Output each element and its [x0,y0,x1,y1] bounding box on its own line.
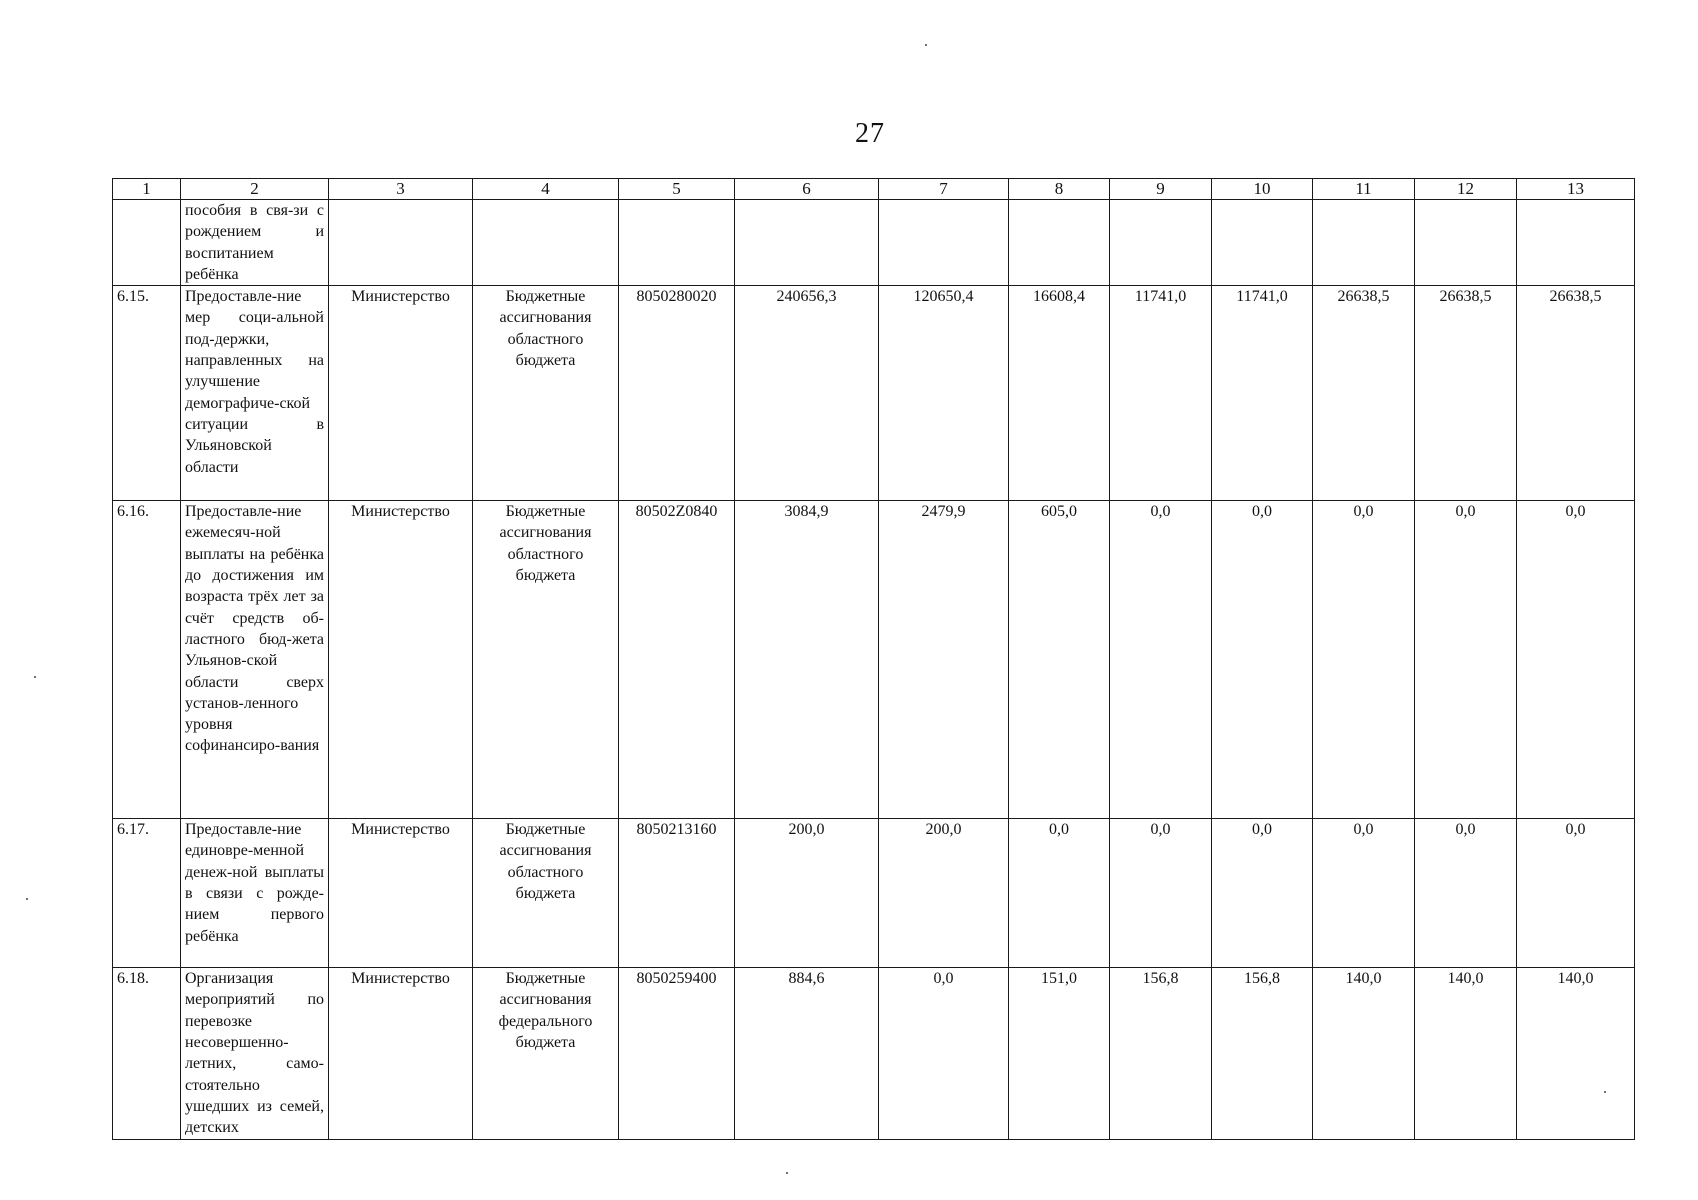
value-cell: 0,0 [1110,501,1212,819]
funding-source-cell: Бюджетные ассигнования областного бюджета [473,819,619,968]
funding-source-cell: Бюджетные ассигнования федерального бюджета [473,968,619,1139]
executor-cell: Министерство [329,819,473,968]
budget-table [112,178,1635,1140]
measure-name: Предоставле-ние единовре-менной денеж-ной выплаты в связи с рожде-нием первого ребёнка [181,819,329,968]
budget-code-cell: 8050259400 [619,968,735,1139]
value-cell: 140,0 [1517,968,1635,1139]
scan-speck [1604,1091,1606,1093]
value-cell: 3084,9 [735,501,879,819]
value-cell: 884,6 [735,968,879,1139]
value-cell: 156,8 [1110,968,1212,1139]
value-cell [1110,200,1212,286]
value-cell: 156,8 [1212,968,1313,1139]
column-header: 2 [181,179,329,200]
value-cell: 0,0 [879,968,1009,1139]
funding-source-cell [473,200,619,286]
measure-name: пособия в свя-зи с рождением и воспитанием ребёнка [181,200,329,286]
row-number: 6.15. [113,286,181,501]
row-number [113,200,181,286]
value-cell: 16608,4 [1009,286,1110,501]
measure-name: Предоставле-ние мер соци-альной под-держки, направленных на улучшение демографиче-ской ситуации в Ульяновской области [181,286,329,501]
value-cell: 2479,9 [879,501,1009,819]
value-cell: 26638,5 [1517,286,1635,501]
value-cell: 11741,0 [1110,286,1212,501]
value-cell: 151,0 [1009,968,1110,1139]
scan-speck [925,44,927,46]
value-cell: 0,0 [1212,501,1313,819]
budget-code-cell [619,200,735,286]
row-number: 6.16. [113,501,181,819]
value-cell: 200,0 [735,819,879,968]
executor-cell: Министерство [329,501,473,819]
measure-name: Организация мероприятий по перевозке несовершенно-летних, само-стоятельно ушедших из семей, детских [181,968,329,1139]
executor-cell [329,200,473,286]
table-row [113,819,1635,968]
value-cell: 140,0 [1415,968,1517,1139]
value-cell: 11741,0 [1212,286,1313,501]
value-cell: 0,0 [1313,819,1415,968]
column-header: 12 [1415,179,1517,200]
column-header: 9 [1110,179,1212,200]
executor-cell: Министерство [329,968,473,1139]
column-header: 3 [329,179,473,200]
budget-code-cell: 80502Z0840 [619,501,735,819]
value-cell: 0,0 [1110,819,1212,968]
column-header: 7 [879,179,1009,200]
scan-speck [34,676,36,678]
value-cell: 0,0 [1517,501,1635,819]
value-cell: 240656,3 [735,286,879,501]
funding-source-cell: Бюджетные ассигнования областного бюджета [473,286,619,501]
value-cell: 0,0 [1517,819,1635,968]
table-row [113,968,1635,1139]
value-cell: 0,0 [1313,501,1415,819]
page-number: 27 [855,118,885,149]
budget-code-cell: 8050213160 [619,819,735,968]
value-cell: 0,0 [1415,819,1517,968]
column-header: 5 [619,179,735,200]
value-cell [1009,200,1110,286]
value-cell: 26638,5 [1313,286,1415,501]
value-cell: 26638,5 [1415,286,1517,501]
table-row [113,286,1635,501]
column-header: 1 [113,179,181,200]
measure-name: Предоставле-ние ежемесяч-ной выплаты на ребёнка до достижения им возраста трёх лет за счёт средств об-ластного бюд-жета Ульянов-ской области сверх установ-ленного уровня софинансиро-вания [181,501,329,819]
column-number-row [113,179,1635,200]
value-cell: 605,0 [1009,501,1110,819]
column-header: 8 [1009,179,1110,200]
value-cell [735,200,879,286]
value-cell [1415,200,1517,286]
value-cell [1517,200,1635,286]
value-cell: 0,0 [1009,819,1110,968]
column-header: 6 [735,179,879,200]
executor-cell: Министерство [329,286,473,501]
column-header: 11 [1313,179,1415,200]
value-cell: 120650,4 [879,286,1009,501]
column-header: 10 [1212,179,1313,200]
scan-speck [786,1172,788,1174]
column-header: 4 [473,179,619,200]
value-cell [1212,200,1313,286]
value-cell [879,200,1009,286]
table-row [113,501,1635,819]
row-number: 6.17. [113,819,181,968]
funding-source-cell: Бюджетные ассигнования областного бюджета [473,501,619,819]
value-cell: 0,0 [1415,501,1517,819]
table-row [113,200,1635,286]
value-cell: 140,0 [1313,968,1415,1139]
budget-code-cell: 8050280020 [619,286,735,501]
value-cell [1313,200,1415,286]
value-cell: 200,0 [879,819,1009,968]
column-header: 13 [1517,179,1635,200]
row-number: 6.18. [113,968,181,1139]
value-cell: 0,0 [1212,819,1313,968]
scan-speck [26,898,28,900]
